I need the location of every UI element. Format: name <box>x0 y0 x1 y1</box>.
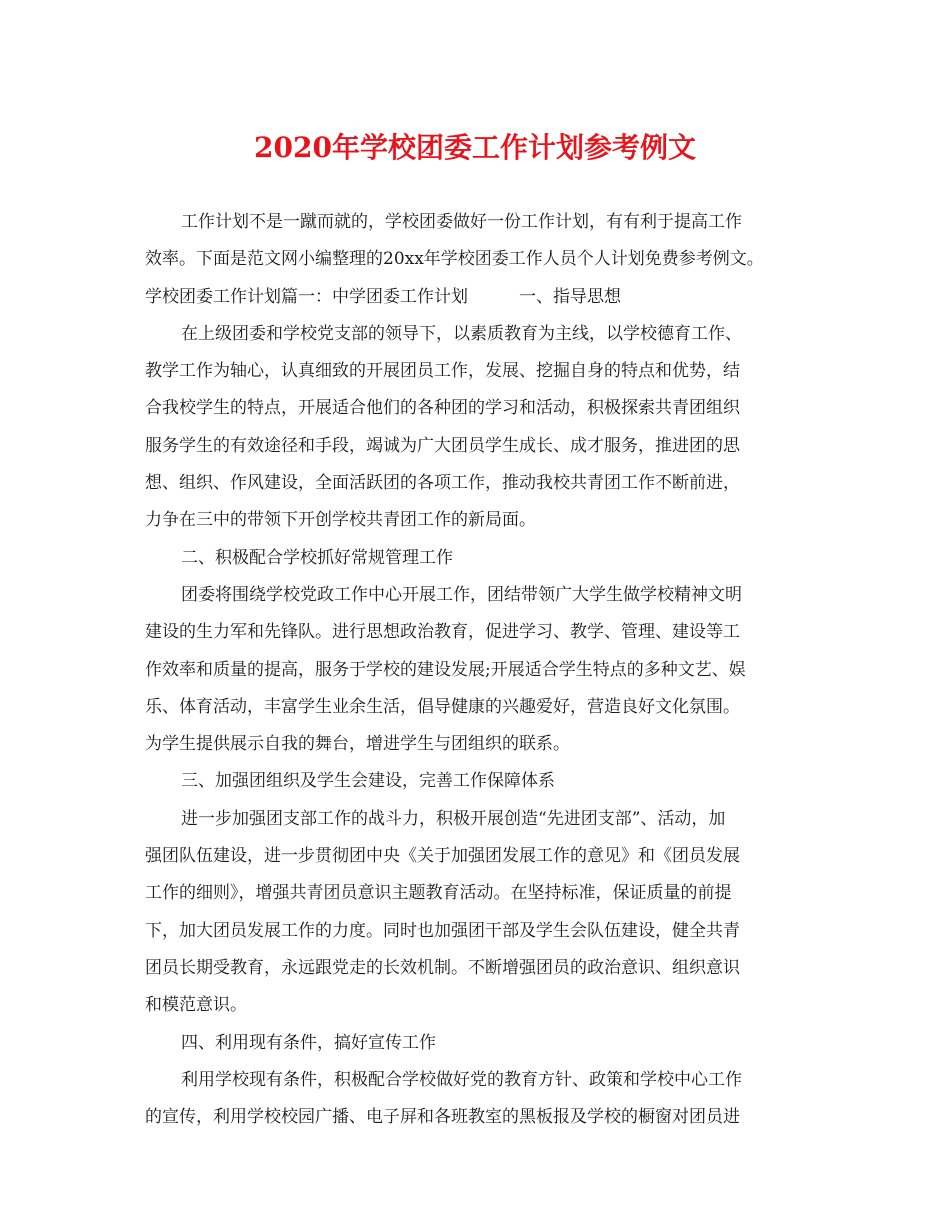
paragraph-line: 在上级团委和学校党支部的领导下，以素质教育为主线，以学校德育工作、 <box>181 323 742 344</box>
paragraph-line: 想、组织、作风建设，全面活跃团的各项工作，推动我校共青团工作不断前进， <box>145 473 740 494</box>
paragraph-line: 力争在三中的带领下开创学校共青团工作的新局面。 <box>145 510 536 531</box>
paragraph-line: 作效率和质量的提高，服务于学校的建设发展;开展适合学生特点的多种文艺、娱 <box>145 659 746 680</box>
paragraph-line: 学校团委工作计划篇一：中学团委工作计划 一、指导思想 <box>145 286 621 307</box>
paragraph-line: 为学生提供展示自我的舞台，增进学生与团组织的联系。 <box>145 734 570 755</box>
paragraph-line: 进一步加强团支部工作的战斗力，积极开展创造“先进团支部”、活动，加 <box>181 808 726 829</box>
paragraph-line: 下，加大团员发展工作的力度。同时也加强团干部及学生会队伍建设，健全共青 <box>145 920 740 941</box>
paragraph-line: 和模范意识。 <box>145 995 247 1016</box>
paragraph-line: 工作计划不是一蹴而就的，学校团委做好一份工作计划，有有利于提高工作 <box>181 212 742 232</box>
paragraph-line: 团员长期受教育，永远跟党走的长效机制。不断增强团员的政治意识、组织意识 <box>145 957 740 978</box>
paragraph-line: 强团队伍建设，进一步贯彻团中央《关于加强团发展工作的意见》和《团员发展 <box>145 846 740 867</box>
paragraph-line: 的宣传，利用学校校园广播、电子屏和各班教室的黑板报及学校的橱窗对团员进 <box>145 1107 740 1128</box>
document-title: 2020年学校团委工作计划参考例文 <box>254 131 696 164</box>
paragraph-line: 乐、体育活动，丰富学生业余生活，倡导健康的兴趣爱好，营造良好文化氛围。 <box>145 696 740 717</box>
paragraph-line: 教学工作为轴心，认真细致的开展团员工作，发展、挖掘自身的特点和优势，结 <box>145 361 740 382</box>
paragraph-line: 效率。下面是范文网小编整理的20xx年学校团委工作人员个人计划免费参考例文。 <box>145 249 764 270</box>
paragraph-line: 利用学校现有条件，积极配合学校做好党的教育方针、政策和学校中心工作 <box>181 1069 742 1090</box>
paragraph-line: 服务学生的有效途径和手段，竭诚为广大团员学生成长、成才服务，推进团的思 <box>145 435 740 456</box>
paragraph-line: 团委将围绕学校党政工作中心开展工作，团结带领广大学生做学校精神文明 <box>181 584 742 605</box>
paragraph-line: 二、积极配合学校抓好常规管理工作 <box>181 547 453 568</box>
paragraph-line: 四、利用现有条件，搞好宣传工作 <box>181 1032 436 1053</box>
document-body <box>145 207 825 1139</box>
paragraph-line: 工作的细则》，增强共青团员意识主题教育活动。在坚持标准，保证质量的前提 <box>145 883 732 904</box>
paragraph-line: 合我校学生的特点，开展适合他们的各种团的学习和活动，积极探索共青团组织 <box>145 398 740 419</box>
paragraph-line: 建设的生力军和先锋队。进行思想政治教育，促进学习、教学、管理、建设等工 <box>145 622 740 643</box>
paragraph-line: 三、加强团组织及学生会建设，完善工作保障体系 <box>181 771 555 792</box>
